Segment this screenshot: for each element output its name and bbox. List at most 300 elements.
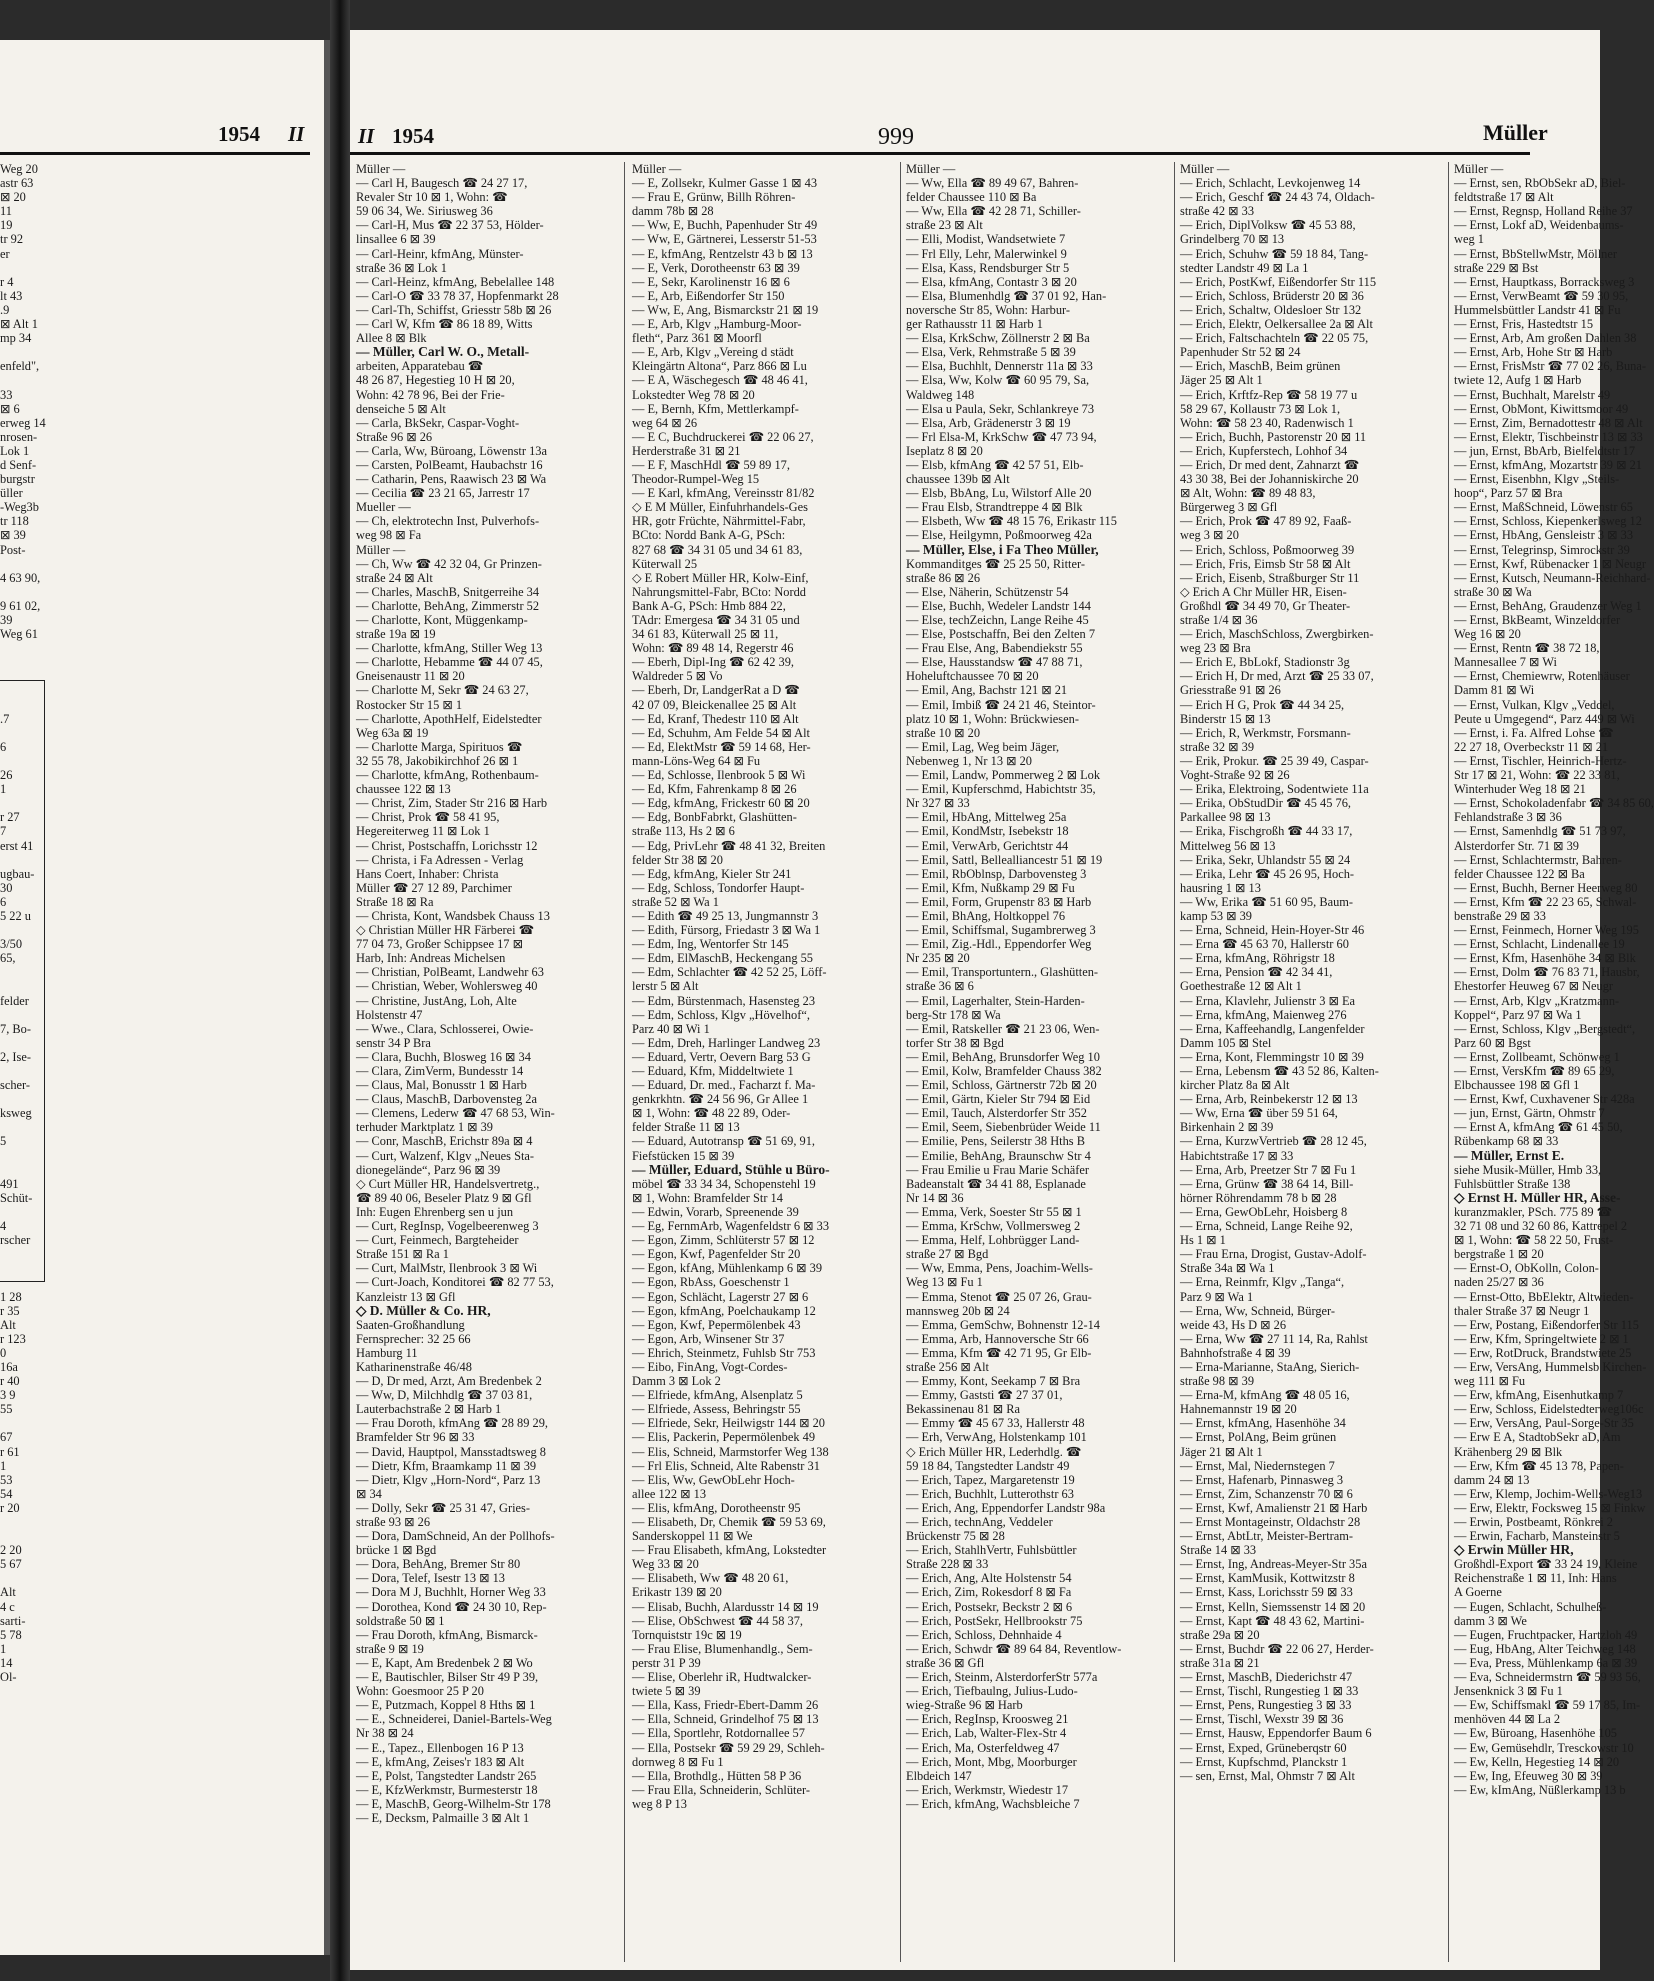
directory-entry-line: Weg 13 ⊠ Fu 1	[906, 1275, 983, 1290]
directory-entry-line: Hs 1 ⊠ 1	[1180, 1233, 1226, 1248]
fragment-line: r 27	[0, 810, 20, 825]
directory-entry-line: — Emil, Zig.-Hdl., Eppendorfer Weg	[906, 937, 1092, 952]
directory-entry-line: HR, gotr Früchte, Nährmittel-Fabr,	[632, 514, 806, 529]
directory-entry-line: — Emil, Ratskeller ☎ 21 23 06, Wen-	[906, 1021, 1100, 1036]
directory-entry-line: — Ernst, AbtLtr, Meister-Bertram-	[1180, 1529, 1354, 1544]
directory-entry-line: — Elfriede, kfmAng, Alsenplatz 5	[632, 1388, 803, 1403]
directory-entry-line: Nr 327 ⊠ 33	[906, 796, 970, 811]
directory-entry-line: straße 29a ⊠ 20	[1180, 1627, 1260, 1642]
directory-entry-line: denseiche 5 ⊠ Alt	[356, 401, 446, 416]
directory-entry-line: straße 256 ⊠ Alt	[906, 1359, 989, 1374]
directory-entry-line: Nebenweg 1, Nr 13 ⊠ 20	[906, 753, 1032, 768]
directory-entry-line: — Emilie, Pens, Seilerstr 38 Hths B	[906, 1134, 1085, 1149]
directory-entry-line: weg 111 ⊠ Fu	[1454, 1374, 1526, 1389]
directory-entry-line: — Ernst A, kfmAng ☎ 61 45 50,	[1454, 1120, 1623, 1135]
directory-entry-line: straße 9 ⊠ 19	[356, 1641, 424, 1656]
directory-entry-line: mann-Löns-Weg 64 ⊠ Fu	[632, 753, 761, 768]
directory-entry-line: Katharinenstraße 46/48	[356, 1359, 472, 1374]
directory-entry-line: — Ernst-Otto, BbElektr, Altwieden-	[1454, 1289, 1634, 1304]
directory-entry-line: — Erich, Schlacht, Levkojenweg 14	[1180, 176, 1361, 191]
directory-entry-line: — Emil, Kfm, Nußkamp 29 ⊠ Fu	[906, 880, 1075, 895]
directory-entry-line: — E, Polst, Tangstedter Landstr 265	[356, 1768, 537, 1783]
directory-entry-line: — Ed, Schuhm, Am Felde 54 ⊠ Alt	[632, 725, 810, 740]
directory-entry-line: — Ernst, KamMusik, Kottwitzstr 8	[1180, 1571, 1355, 1586]
directory-entry-line: — Ew, Büroang, Hasenhöhe 105	[1454, 1726, 1617, 1741]
directory-entry-line: straße 31a ⊠ 21	[1180, 1655, 1260, 1670]
fragment-line: 6	[0, 894, 7, 909]
directory-entry-line: straße 98 ⊠ 39	[1180, 1374, 1255, 1389]
directory-entry-line: Damm 105 ⊠ Stel	[1180, 1035, 1272, 1050]
directory-entry-line: — Egon, kfmAng, Poelchaukamp 12	[632, 1303, 816, 1318]
directory-entry-line: Jensenknick 3 ⊠ Fu 1	[1454, 1684, 1563, 1699]
directory-entry-line: Lauterbachstraße 2 ⊠ Harb 1	[356, 1402, 502, 1417]
directory-entry-line: — Frl Elly, Lehr, Malerwinkel 9	[906, 246, 1067, 261]
directory-entry-line: straße 42 ⊠ 33	[1180, 204, 1255, 219]
directory-entry-line: — Curt, RegInsp, Vogelbeerenweg 3	[356, 1219, 539, 1234]
fragment-line	[0, 585, 52, 599]
directory-entry-line: — Christine, JustAng, Loh, Alte	[356, 993, 517, 1008]
directory-entry-line: Sanderskoppel 11 ⊠ We	[632, 1529, 753, 1544]
directory-entry-line: Herderstraße 31 ⊠ 21	[632, 443, 741, 458]
directory-entry-line: Müller —	[632, 162, 682, 176]
directory-entry-line: — Ella, Postsekr ☎ 59 29 29, Schleh-	[632, 1740, 825, 1755]
directory-entry-line: — Edm, ElMaschB, Heckengang 55	[632, 951, 814, 966]
directory-entry-line: — Erna, kfmAng, Maienweg 276	[1180, 1007, 1347, 1022]
directory-column-4	[1180, 162, 1442, 1783]
directory-entry-line: — Edwin, Vorarb, Spreenende 39	[632, 1204, 799, 1219]
directory-entry-line: — Curt-Joach, Konditorei ☎ 82 77 53,	[356, 1275, 554, 1290]
directory-entry-line: — Ernst, BbStellwMstr, Möllner	[1454, 246, 1617, 261]
directory-entry-line: menhöven 44 ⊠ La 2	[1454, 1712, 1561, 1727]
directory-entry-line: — Erich, Schloss, Brüderstr 20 ⊠ 36	[1180, 288, 1364, 303]
directory-entry-line: — Ernst, i. Fa. Alfred Lohse ☎	[1454, 725, 1614, 740]
directory-entry-line: Jäger 25 ⊠ Alt 1	[1180, 373, 1263, 388]
directory-entry-line: — Emma, Helf, Lohbrügger Land-	[906, 1233, 1080, 1248]
directory-entry-line: Parz 9 ⊠ Wa 1	[1180, 1289, 1254, 1304]
directory-entry-line: — Erich, Eisenb, Straßburger Str 11	[1180, 570, 1360, 585]
directory-entry-line: straße 229 ⊠ Bst	[1454, 260, 1539, 275]
directory-entry-line: — Claus, MaschB, Darbovensteg 2a	[356, 1092, 538, 1107]
directory-entry-line: ☎ 89 40 06, Beseler Platz 9 ⊠ Gfl	[356, 1190, 532, 1205]
directory-entry-line: Mittelweg 56 ⊠ 13	[1180, 838, 1276, 853]
directory-entry-line: — Ernst, BkBeamt, Winzeldorfer	[1454, 613, 1621, 627]
directory-entry-line: — Frau Elisabeth, kfmAng, Lokstedter	[632, 1543, 827, 1558]
directory-entry-line: — Carl H, Baugesch ☎ 24 27 17,	[356, 176, 528, 191]
directory-entry-line: — Ella, Schneid, Grindelhof 75 ⊠ 13	[632, 1712, 819, 1727]
directory-entry-line: — Ernst, Regnsp, Holland Reihe 37	[1454, 204, 1633, 219]
directory-entry-line: — Erw, Postang, Eißendorfer Str 115	[1454, 1317, 1639, 1332]
directory-entry-line: — Elsa, Arb, Grädenerstr 3 ⊠ 19	[906, 415, 1071, 430]
directory-entry-line: möbel ☎ 33 34 34, Schopenstehl 19	[632, 1176, 816, 1191]
fragment-line: 6	[0, 739, 7, 754]
directory-entry-line: — Emma, GemSchw, Bohnenstr 12-14	[906, 1317, 1100, 1332]
fragment-line: 4 63 90,	[0, 570, 41, 585]
directory-entry-line: — Erich, Geschf ☎ 24 43 74, Oldach-	[1180, 190, 1375, 205]
directory-entry-line: — Egon, Zimm, Schlüterstr 57 ⊠ 12	[632, 1233, 815, 1248]
directory-entry-line: — Clemens, Lederw ☎ 47 68 53, Win-	[356, 1106, 555, 1121]
directory-entry-line: — Emil, Sattl, Bellealliancestr 51 ⊠ 19	[906, 852, 1103, 867]
directory-entry-line: Bramfelder Str 96 ⊠ 33	[356, 1430, 475, 1445]
directory-entry-line: Harb, Inh: Andreas Michelsen	[356, 951, 506, 966]
directory-entry-line: — Egon, RbAss, Goeschenstr 1	[632, 1275, 790, 1290]
directory-entry-line: — E., Tapez., Ellenbogen 16 P 13	[356, 1740, 524, 1755]
directory-entry-line: — Erika, Sekr, Uhlandstr 55 ⊠ 24	[1180, 852, 1351, 867]
directory-entry-line: felder Chaussee 122 ⊠ Ba	[1454, 866, 1585, 881]
directory-entry-line: — Eduard, Dr. med., Facharzt f. Ma-	[632, 1078, 816, 1093]
directory-entry-line: — Else, Heilgymn, Poßmoorweg 42a	[906, 528, 1092, 543]
directory-entry-line: — Curt, MalMstr, Ilenbrook 3 ⊠ Wi	[356, 1261, 538, 1276]
directory-entry-line: — Frau Ella, Schneiderin, Schlüter-	[632, 1782, 810, 1797]
directory-entry-line: — E, KfzWerkmstr, Burmesterstr 18	[356, 1782, 538, 1797]
directory-entry-line: — Erich, Zim, Rokesdorf 8 ⊠ Fa	[906, 1585, 1072, 1600]
fragment-line: r 123	[0, 1331, 26, 1346]
directory-entry-line: — Frau Doroth, kfmAng, Bismarck-	[356, 1627, 538, 1642]
directory-entry-line: — Erika, Elektroing, Sodentwiete 11a	[1180, 782, 1369, 797]
directory-entry-line: — Erna, Lebensm ☎ 43 52 86, Kalten-	[1180, 1064, 1379, 1078]
left-header-roman: II	[288, 122, 305, 146]
directory-entry-line: Birkenhain 2 ⊠ 39	[1180, 1120, 1274, 1135]
directory-entry-line: — Ernst, Kfm ☎ 22 23 65, Schwal-	[1454, 894, 1637, 909]
directory-entry-line: — Ernst, Schloss, Kiepenkerlsweg 12	[1454, 514, 1642, 529]
directory-entry-line: — E C, Buchdruckerei ☎ 22 06 27,	[632, 429, 814, 444]
directory-entry-line: felder Chaussee 110 ⊠ Ba	[906, 190, 1037, 205]
fragment-line: er	[0, 246, 10, 261]
directory-entry-line: 77 04 73, Großer Schippsee 17 ⊠	[356, 937, 523, 952]
directory-entry-line: ◇ Curt Müller HR, Handelsvertretg.,	[356, 1176, 540, 1191]
directory-entry-line: — Emmy, Gaststi ☎ 27 37 01,	[906, 1388, 1063, 1403]
directory-entry-line: — Dietr, Kfm, Braamkamp 11 ⊠ 39	[356, 1458, 537, 1473]
directory-entry-line: — Else, Hausstandsw ☎ 47 88 71,	[906, 655, 1083, 670]
directory-entry-line: straße 36 ⊠ Gfl	[906, 1655, 985, 1670]
directory-entry-line: straße 1/4 ⊠ 36	[1180, 613, 1258, 627]
directory-entry-line: — Erna, GewObLehr, Hoisberg 8	[1180, 1204, 1348, 1219]
directory-entry-line: — Egon, Kwf, Pagenfelder Str 20	[632, 1247, 801, 1262]
directory-entry-line: — Erich, Schaltw, Oldesloer Str 132	[1180, 302, 1362, 317]
directory-entry-line: Damm 81 ⊠ Wi	[1454, 683, 1535, 698]
directory-entry-line: — Emil, Ang, Bachstr 121 ⊠ 21	[906, 683, 1068, 698]
directory-entry-line: arbeiten, Apparatebau ☎	[356, 359, 484, 374]
directory-entry-line: — Elsa, Kass, Rendsburger Str 5	[906, 260, 1070, 275]
directory-entry-line: Holstenstr 47	[356, 1007, 423, 1022]
directory-entry-line: straße 113, Hs 2 ⊠ 6	[632, 824, 735, 839]
directory-entry-line: — E A, Wäschegesch ☎ 48 46 41,	[632, 373, 808, 388]
fragment-line: 491	[0, 1176, 19, 1191]
directory-entry-line: Habichtstraße 17 ⊠ 33	[1180, 1148, 1294, 1163]
fragment-line: 1	[0, 1641, 7, 1656]
directory-entry-line: — E, MaschB, Georg-Wilhelm-Str 178	[356, 1796, 551, 1811]
fragment-line: Ol-	[0, 1670, 17, 1685]
directory-entry-line: — Ernst, Schlachtermstr, Bahren-	[1454, 852, 1622, 867]
directory-entry-line: — Ernst, BehAng, Graudenzer Weg 1	[1454, 598, 1642, 613]
directory-entry-line: — Frl Elis, Schneid, Alte Rabenstr 31	[632, 1458, 820, 1473]
directory-entry-line: — Elsb, kfmAng ☎ 42 57 51, Elb-	[906, 457, 1084, 472]
directory-entry-line: — Charlotte, Kont, Müggenkamp-	[356, 613, 528, 627]
directory-entry-line: soldstraße 50 ⊠ 1	[356, 1613, 445, 1628]
directory-entry-line: — Erich, kfmAng, Wachsbleiche 7	[906, 1796, 1080, 1811]
directory-entry-line: Straße 34a ⊠ Wa 1	[1180, 1261, 1275, 1276]
directory-entry-line: straße 10 ⊠ 20	[906, 725, 981, 740]
directory-entry-line: — Charlotte Marga, Spirituos ☎	[356, 739, 523, 754]
directory-entry-line: TAdr: Emergesa ☎ 34 31 05 und	[632, 613, 800, 627]
directory-entry-line: — Ernst, Lokf aD, Weidenbaums-	[1454, 218, 1624, 233]
directory-entry-line: — Ew, Gemüsehdlr, Tresckowstr 10	[1454, 1740, 1634, 1755]
directory-entry-line: — Egon, Schlächt, Lagerstr 27 ⊠ 6	[632, 1289, 809, 1304]
directory-entry-line: weg 64 ⊠ 26	[632, 415, 698, 430]
fragment-line: mp 34	[0, 331, 32, 346]
directory-entry-line: — Erich, Ang, Eppendorfer Landstr 98a	[906, 1500, 1106, 1515]
directory-entry-line: — Charlotte, Hebamme ☎ 44 07 45,	[356, 655, 543, 670]
directory-entry-line: — Erich, Dr med dent, Zahnarzt ☎	[1180, 457, 1360, 472]
directory-entry-line: — Emil, Form, Grupenstr 83 ⊠ Harb	[906, 894, 1092, 909]
directory-entry-line: ⊠ Alt, Wohn: ☎ 89 48 83,	[1180, 486, 1316, 501]
fragment-line: scher-	[0, 1078, 31, 1093]
directory-entry-line: straße 27 ⊠ Bgd	[906, 1247, 989, 1262]
directory-entry-line: BCto: Nordd Bank A-G, PSch:	[632, 528, 786, 543]
directory-entry-line: — Emil, Imbiß ☎ 24 21 46, Steintor-	[906, 697, 1096, 712]
directory-entry-line: — Else, Buchh, Wedeler Landstr 144	[906, 598, 1091, 613]
directory-entry-line: — Erich, R, Werkmstr, Forsmann-	[1180, 725, 1351, 740]
directory-entry-line: — Ernst, Buchhalt, Marelstr 49	[1454, 387, 1611, 402]
directory-entry-line: Papenhuder Str 52 ⊠ 24	[1180, 345, 1301, 360]
directory-entry-line: noversche Str 85, Wohn: Harbur-	[906, 302, 1071, 317]
directory-entry-line: — Emma, KrSchw, Vollmersweg 2	[906, 1219, 1081, 1234]
directory-entry-line: ◇ Erich Müller HR, Lederhdlg. ☎	[906, 1444, 1082, 1459]
fragment-line: üller	[0, 486, 23, 501]
directory-entry-line: — Erich, Tapez, Margaretenstr 19	[906, 1472, 1075, 1487]
directory-entry-line: — Charlotte, kfmAng, Rothenbaum-	[356, 768, 539, 783]
page-number: 999	[878, 124, 914, 150]
directory-entry-line: Müller —	[1454, 162, 1504, 176]
directory-entry-line: — Dora, DamSchneid, An der Pollhofs-	[356, 1529, 555, 1544]
directory-entry-line: — Elisabeth, Ww ☎ 48 20 61,	[632, 1571, 789, 1586]
directory-entry-line: Wohn: ☎ 89 48 14, Regerstr 46	[632, 641, 794, 656]
directory-entry-line: bergstraße 1 ⊠ 20	[1454, 1247, 1544, 1262]
directory-entry-line: Straße 14 ⊠ 33	[1180, 1543, 1257, 1558]
fragment-line: 1	[0, 1458, 7, 1473]
directory-entry-line: straße 19a ⊠ 19	[356, 627, 436, 642]
directory-entry-line: — Frau E, Grünw, Billh Röhren-	[632, 190, 796, 205]
directory-entry-line: Großhdl ☎ 34 49 70, Gr Theater-	[1180, 598, 1351, 613]
directory-entry-line: — Ernst, Arb, Hohe Str ⊠ Harb	[1454, 345, 1613, 360]
directory-entry-line: — Emil, RbOblnsp, Darbovensteg 3	[906, 866, 1087, 881]
directory-entry-line: — Erich, Schuhw ☎ 59 18 84, Tang-	[1180, 246, 1369, 261]
directory-entry-line: — Emil, Lag, Weg beim Jäger,	[906, 739, 1060, 754]
directory-entry-line: — E, Zollsekr, Kulmer Gasse 1 ⊠ 43	[632, 176, 818, 191]
directory-entry-line: wieg-Straße 96 ⊠ Harb	[906, 1698, 1023, 1713]
directory-entry-line: ⊠ 1, Wohn: ☎ 58 22 50, Frust-	[1454, 1233, 1614, 1248]
directory-entry-line: — E, Decksm, Palmaille 3 ⊠ Alt 1	[356, 1810, 530, 1825]
fragment-line: lt 43	[0, 288, 23, 303]
directory-entry-line: Mannesallee 7 ⊠ Wi	[1454, 655, 1557, 670]
directory-entry-line: — Elsb, BbAng, Lu, Wilstorf Alle 20	[906, 486, 1092, 501]
directory-column-1	[356, 162, 618, 1825]
fragment-line: erst 41	[0, 838, 34, 853]
fragment-line: r 40	[0, 1374, 20, 1389]
directory-entry-line: — Emma, Stenot ☎ 25 07 26, Grau-	[906, 1289, 1092, 1304]
fragment-line: felder	[0, 993, 29, 1008]
directory-entry-line: — Erich, Fris, Eimsb Str 58 ⊠ Alt	[1180, 556, 1351, 571]
directory-entry-line: — Ernst, MaßSchneid, Löwenstr 65	[1454, 500, 1633, 515]
directory-entry-line: Hoheluftchaussee 70 ⊠ 20	[906, 669, 1039, 684]
directory-entry-line: — Ernst, Kfm, Hasenhöhe 34 ⊠ Blk	[1454, 951, 1636, 966]
directory-entry-line: — Ernst, Arb, Klgv „Kratzmann-	[1454, 993, 1620, 1008]
directory-entry-line: Theodor-Rumpel-Weg 15	[632, 472, 760, 487]
directory-entry-line: — Erna, kfmAng, Röhrigstr 18	[1180, 951, 1335, 966]
left-column-box	[0, 680, 45, 1282]
column-divider-1	[624, 162, 625, 1962]
directory-entry-line: — Erika, Lehr ☎ 45 26 95, Hoch-	[1180, 866, 1355, 881]
directory-entry-line: — Cecilia ☎ 23 21 65, Jarrestr 17	[356, 486, 530, 501]
directory-entry-line: — Conr, MaschB, Erichstr 89a ⊠ 4	[356, 1134, 533, 1149]
directory-entry-line: — Ernst, Exped, Grüneberqstr 60	[1180, 1740, 1347, 1755]
directory-entry-line: — Ernst, Samenhdlg ☎ 51 73 97,	[1454, 824, 1626, 839]
directory-entry-line: — Christa, i Fa Adressen - Verlag	[356, 852, 524, 867]
directory-entry-line: — Elisab, Buchh, Alardusstr 14 ⊠ 19	[632, 1599, 819, 1614]
directory-entry-line: allee 122 ⊠ 13	[632, 1486, 707, 1501]
directory-entry-line: Parz 40 ⊠ Wi 1	[632, 1021, 710, 1036]
directory-entry-line: Bahnhofstraße 4 ⊠ 39	[1180, 1345, 1291, 1360]
directory-entry-line: ◇ Christian Müller HR Färberei ☎	[356, 923, 535, 938]
directory-entry-line: — Ew, kImAng, Nüßlerkamp 13 b	[1454, 1782, 1626, 1797]
directory-entry-line: Elbchaussee 198 ⊠ Gfl 1	[1454, 1078, 1580, 1093]
directory-entry-line: weg 1	[1454, 232, 1484, 247]
directory-entry-line: 58 29 67, Kollaustr 73 ⊠ Lok 1,	[1180, 401, 1341, 416]
directory-entry-line: straße 93 ⊠ 26	[356, 1515, 431, 1529]
directory-entry-line: — Charlotte, BehAng, Zimmerstr 52	[356, 598, 540, 613]
directory-entry-line: — Erich, Buchh, Pastorenstr 20 ⊠ 11	[1180, 429, 1367, 444]
directory-entry-line: — Ernst, Chemiewrw, Rotenhäuser	[1454, 669, 1630, 684]
directory-entry-line: — Ernst, Pens, Rungestieg 3 ⊠ 33	[1180, 1698, 1352, 1713]
directory-entry-line: — E F, MaschHdl ☎ 59 89 17,	[632, 457, 790, 472]
directory-entry-line: Weg 16 ⊠ 20	[1454, 627, 1521, 642]
directory-entry-line: — Erich, PostSekr, Hellbrookstr 75	[906, 1613, 1083, 1628]
directory-entry-line: Krähenberg 29 ⊠ Blk	[1454, 1444, 1563, 1459]
directory-entry-line: — Erich, PostKwf, Eißendorfer Str 115	[1180, 274, 1377, 289]
directory-entry-line: — Charlotte M, Sekr ☎ 24 63 27,	[356, 683, 529, 698]
directory-entry-line: A Goerne	[1454, 1585, 1502, 1600]
directory-entry-line: linsallee 6 ⊠ 39	[356, 232, 436, 247]
directory-entry-line: 32 71 08 und 32 60 86, Kattrepel 2	[1454, 1219, 1628, 1234]
directory-entry-line: — Ernst, Schlacht, Lindenallee 19	[1454, 937, 1625, 952]
directory-entry-line: — Edith, Fürsorg, Friedastr 3 ⊠ Wa 1	[632, 923, 821, 938]
directory-entry-line: — Erich, Steinm, AlsterdorferStr 577a	[906, 1670, 1098, 1685]
directory-entry-line: — Elise, Oberlehr iR, Hudtwalcker-	[632, 1670, 812, 1685]
directory-entry-line: — Ernst, Kutsch, Neumann-Reichhard-	[1454, 570, 1651, 585]
column-divider-4	[1448, 162, 1449, 1962]
directory-entry-line: Weg 63a ⊠ 19	[356, 725, 429, 740]
directory-entry-line: — Erich, DiplVolksw ☎ 45 53 88,	[1180, 218, 1356, 233]
directory-entry-line: — Erich, Elektr, Oelkersallee 2a ⊠ Alt	[1180, 317, 1373, 332]
directory-entry-line: — Christian, Weber, Wohlersweg 40	[356, 979, 538, 994]
directory-entry-line: damm 3 ⊠ We	[1454, 1613, 1527, 1628]
directory-entry-line: — Carl-Heinz, kfmAng, Bebelallee 148	[356, 274, 555, 289]
directory-entry-line: straße 32 ⊠ 39	[1180, 739, 1255, 754]
directory-entry-line: thaler Straße 37 ⊠ Neugr 1	[1454, 1303, 1590, 1318]
directory-entry-line: — Elsa, KrkSchw, Zöllnerstr 2 ⊠ Ba	[906, 331, 1090, 346]
directory-entry-line: — Carla, BkSekr, Caspar-Voght-	[356, 415, 520, 430]
directory-entry-line: — Erwin, Postbeamt, Rönkrei 2	[1454, 1515, 1613, 1529]
fragment-line: 2 20	[0, 1543, 22, 1558]
directory-entry-line: — Frau Elsb, Strandtreppe 4 ⊠ Blk	[906, 500, 1083, 515]
fragment-line: d Senf-	[0, 457, 37, 472]
directory-entry-line: — Erna-M, kfmAng ☎ 48 05 16,	[1180, 1388, 1350, 1403]
directory-entry-line: — Else, techZeichn, Lange Reihe 45	[906, 613, 1089, 627]
directory-entry-line: — Claus, Mal, Bonusstr 1 ⊠ Harb	[356, 1078, 527, 1093]
directory-entry-line: — Charlotte, ApothHelf, Eidelstedter	[356, 711, 542, 726]
fragment-line: erweg 14	[0, 415, 46, 430]
directory-entry-line: weg 23 ⊠ Bra	[1180, 641, 1251, 656]
directory-entry-line: — E Karl, kfmAng, Vereinsstr 81/82	[632, 486, 815, 501]
directory-entry-line: — Else, Näherin, Schützenstr 54	[906, 584, 1069, 599]
directory-entry-line: — Ernst, Kupfschmd, Planckstr 1	[1180, 1754, 1348, 1769]
directory-entry-line: — E, Bautischler, Bilser Str 49 P 39,	[356, 1670, 539, 1685]
fragment-line: 54	[0, 1486, 13, 1501]
directory-entry-line: — Eg, FernmArb, Wagenfeldstr 6 ⊠ 33	[632, 1219, 830, 1234]
directory-entry-line: Fuhlsbüttler Straße 138	[1454, 1176, 1571, 1191]
directory-entry-line: weide 43, Hs D ⊠ 26	[1180, 1317, 1287, 1332]
directory-entry-line: — Eduard, Vertr, Oevern Barg 53 G	[632, 1049, 811, 1064]
directory-entry-line: Küterwall 25	[632, 556, 698, 571]
directory-entry-line: Parz 60 ⊠ Bgst	[1454, 1035, 1531, 1050]
directory-entry-line: — Carl-Heinr, kfmAng, Münster-	[356, 246, 524, 261]
fragment-line: 39	[0, 613, 13, 627]
directory-entry-line: — Erika, Fischgroßh ☎ 44 33 17,	[1180, 824, 1353, 839]
directory-entry-line: — Erna, Arb, Reinbekerstr 12 ⊠ 13	[1180, 1092, 1358, 1107]
directory-entry-line: weg 8 P 13	[632, 1796, 687, 1811]
fragment-line: Weg 61	[0, 627, 38, 642]
fragment-line: tr 118	[0, 514, 29, 529]
directory-entry-line: Goethestraße 12 ⊠ Alt 1	[1180, 979, 1302, 994]
fragment-line	[0, 1529, 52, 1543]
directory-entry-line: perstr 31 P 39	[632, 1655, 701, 1670]
directory-entry-line: — Elsa, Blumenhdlg ☎ 37 01 92, Han-	[906, 288, 1107, 303]
left-header-year: 1954	[218, 122, 260, 146]
directory-entry-line: weg 98 ⊠ Fa	[356, 528, 422, 543]
directory-entry-line: — Dora M J, Buchhlt, Horner Weg 33	[356, 1585, 546, 1600]
directory-entry-line: — Ernst, VerwBeamt ☎ 59 30 95,	[1454, 288, 1629, 303]
directory-entry-line: — Curt, Walzenf, Klgv „Neues Sta-	[356, 1148, 535, 1163]
directory-entry-line: brücke 1 ⊠ Bgd	[356, 1543, 437, 1558]
fragment-line: ugbau-	[0, 866, 35, 881]
directory-entry-line: — jun, Ernst, Gärtn, Ohmstr 7	[1454, 1106, 1605, 1121]
directory-entry-line: — Ed, Kfm, Fahrenkamp 8 ⊠ 26	[632, 782, 797, 797]
directory-entry-line: — Erna, Klavlehr, Julienstr 3 ⊠ Ea	[1180, 993, 1356, 1008]
directory-entry-line: kamp 53 ⊠ 39	[1180, 908, 1252, 923]
directory-entry-line: Straße 96 ⊠ 26	[356, 429, 433, 444]
fragment-line: ⊠ 39	[0, 528, 26, 543]
directory-entry-line: — Elis, Ww, GewObLehr Hoch-	[632, 1472, 795, 1487]
directory-entry-line: — Clara, ZimVerm, Bundesstr 14	[356, 1064, 524, 1078]
directory-entry-line: — Frau Erna, Drogist, Gustav-Adolf-	[1180, 1247, 1367, 1262]
directory-entry-line: — Eug, HbAng, Alter Teichweg 148	[1454, 1641, 1636, 1656]
directory-entry-line: — Carl-O ☎ 33 78 37, Hopfenmarkt 28	[356, 288, 559, 303]
directory-entry-line: — Erich, Werkmstr, Wiedestr 17	[906, 1782, 1069, 1797]
directory-entry-line: Allee 8 ⊠ Blk	[356, 331, 427, 346]
directory-entry-line: — Edm, Schloss, Klgv „Hövelhof“,	[632, 1007, 810, 1022]
directory-entry-line: Peute u Umgegend“, Parz 449 ⊠ Wi	[1454, 711, 1635, 726]
directory-entry-line: fleth“, Parz 361 ⊠ Moorfl	[632, 331, 762, 346]
directory-entry-line: damm 78b ⊠ 28	[632, 204, 714, 219]
fragment-line: 5	[0, 1134, 7, 1149]
fragment-line: 4 c	[0, 1599, 15, 1614]
directory-entry-line: — Erna, Ww, Schneid, Bürger-	[1180, 1303, 1336, 1318]
directory-entry-line: — Ww, Emma, Pens, Joachim-Wells-	[906, 1261, 1093, 1276]
fragment-line: 65,	[0, 951, 16, 966]
directory-entry-line: — Emmy, Kont, Seekamp 7 ⊠ Bra	[906, 1374, 1081, 1389]
directory-entry-line: — Ernst-O, ObKolln, Colon-	[1454, 1261, 1599, 1276]
column-divider-2	[900, 162, 901, 1962]
directory-entry-line: ◇ D. Müller & Co. HR,	[356, 1302, 491, 1318]
